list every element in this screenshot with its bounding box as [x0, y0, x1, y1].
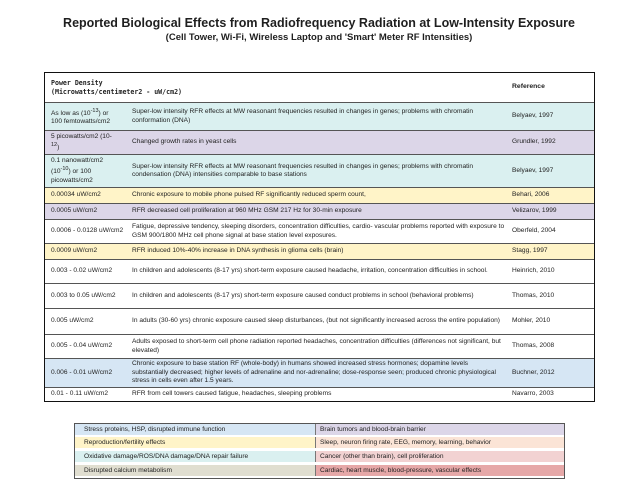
legend-item: Stress proteins, HSP, disrupted immune function — [75, 424, 316, 435]
cell-effect: RFR from cell towers caused fatigue, headaches, sleeping problems — [132, 390, 332, 398]
cell-reference: Oberfeld, 2004 — [512, 227, 556, 235]
table-row — [45, 155, 594, 188]
legend-item: Reproduction/fertility effects — [75, 437, 316, 448]
page-subtitle: (Cell Tower, Wi-Fi, Wireless Laptop and 'Smart' Meter RF Intensities) — [165, 32, 473, 43]
cell-power-density: 0.1 nanowatt/cm2 $(10^{-10})$ or 100 picowatts/cm2 — [51, 156, 104, 184]
table-row — [45, 335, 594, 359]
cell-effect: Super-low intensity RFR effects at MW reasonant frequencies resulted in changes in genes; problems with chromatin condensation (DNA) intensities comparable to base stations — [132, 162, 474, 178]
cell-reference: Mohler, 2010 — [512, 317, 551, 325]
color-legend — [74, 423, 565, 479]
legend-item: Oxidative damage/ROS/DNA damage/DNA repair failure — [75, 451, 316, 462]
legend-item: Cardiac, heart muscle, blood-pressure, vascular effects — [316, 465, 564, 476]
legend-item: Brain tumors and blood-brain barrier — [316, 424, 564, 435]
cell-effect: Fatigue, depressive tendency, sleeping disorders, concentration difficulties, cardio- vascular problems reported with exposure to GSM 900/1800 MHz cell phone signal at base station level exposures. — [132, 223, 505, 239]
cell-reference: Heinrich, 2010 — [512, 267, 555, 275]
table-row — [45, 188, 594, 204]
cell-power-density: 0.003 - 0.02 uW/cm2 — [51, 267, 113, 275]
cell-reference: Velizarov, 1999 — [512, 207, 557, 215]
cell-effect: Adults exposed to short-term cell phone radiation reported headaches, concentration difficulties (differences not significant, but elevated) — [132, 338, 501, 354]
header-power-density-line1: Power Density — [51, 79, 103, 88]
cell-reference: Grundler, 1992 — [512, 138, 556, 146]
table-row — [45, 220, 594, 244]
header-power-density — [51, 73, 351, 102]
cell-power-density: 0.0009 uW/cm2 — [51, 247, 98, 255]
header-power-density-line2: (Microwatts/centimeter2 - uW/cm2) — [51, 87, 183, 96]
cell-effect: In children and adolescents (8-17 yrs) short-term exposure caused conduct problems in school (behavioral problems) — [132, 291, 474, 299]
cell-power-density: As low as $(10^{-13})$ or 100 femtowatts/cm2 — [51, 107, 111, 126]
table-row — [45, 284, 594, 309]
effects-table — [44, 72, 595, 402]
table-row — [45, 204, 594, 220]
cell-power-density: 0.003 to 0.05 uW/cm2 — [51, 291, 116, 299]
cell-power-density: 0.005 uW/cm2 — [51, 317, 94, 325]
table-row — [45, 359, 594, 388]
table-row — [45, 309, 594, 335]
cell-power-density: 0.006 - 0.01 uW/cm2 — [51, 368, 113, 376]
cell-reference: Thomas, 2008 — [512, 342, 555, 350]
table-row — [45, 244, 594, 260]
cell-reference: Stagg, 1997 — [512, 247, 548, 255]
cell-power-density: 5 picowatts/cm2 (10- $^{12}$) — [51, 132, 112, 152]
cell-effect: In adults (30-60 yrs) chronic exposure caused sleep disturbances, (but not significantly increased across the entire population) — [132, 317, 500, 325]
cell-reference: Buchner, 2012 — [512, 368, 555, 376]
cell-power-density: 0.00034 uW/cm2 — [51, 191, 101, 199]
legend-item: Sleep, neuron firing rate, EEG, memory, learning, behavior — [316, 437, 564, 448]
cell-reference: Belyaev, 1997 — [512, 112, 554, 120]
cell-power-density: 0.0005 uW/cm2 — [51, 207, 98, 215]
table-row — [45, 103, 594, 131]
cell-effect: In children and adolescents (8-17 yrs) short-term exposure caused headache, irritation, concentration difficulties in school. — [132, 267, 488, 275]
legend-item: Disrupted calcium metabolism — [75, 465, 316, 476]
cell-effect: RFR decreased cell proliferation at 960 MHz GSM 217 Hz for 30-min exposure — [132, 207, 362, 215]
header-reference: Reference — [512, 83, 545, 91]
cell-power-density: 0.005 - 0.04 uW/cm2 — [51, 342, 113, 350]
cell-reference: Thomas, 2010 — [512, 291, 555, 299]
cell-reference: Behari, 2006 — [512, 191, 550, 199]
cell-effect: Chronic exposure to mobile phone pulsed RF significantly reduced sperm count, — [132, 191, 366, 199]
table-row — [45, 260, 594, 284]
table-row — [45, 388, 594, 401]
cell-effect: Changed growth rates in yeast cells — [132, 138, 237, 146]
cell-power-density: 0.0006 - 0.0128 uW/cm2 — [51, 227, 124, 235]
cell-effect: Super-low intensity RFR effects at MW reasonant frequencies resulted in changes in genes; problems with chromatin conformation (DNA) — [132, 108, 474, 124]
cell-reference: Navarro, 2003 — [512, 390, 554, 398]
table-header-row — [45, 73, 594, 103]
page-title: Reported Biological Effects from Radiofrequency Radiation at Low-Intensity Exposure — [63, 16, 575, 30]
cell-effect: Chronic exposure to base station RF (whole-body) in humans showed increased stress hormones; dopamine levels substantially decreased; higher levels of adrenaline and nor-adrenaline; dose-response seen; produced chronic physiological stress in cells even after 1.5 years. — [132, 360, 496, 385]
legend-item: Cancer (other than brain), cell proliferation — [316, 451, 564, 462]
cell-effect: RFR induced 10%-40% increase in DNA synthesis in glioma cells (brain) — [132, 247, 344, 255]
cell-power-density: 0.01 - 0.11 uW/cm2 — [51, 390, 109, 398]
cell-reference: Belyaev, 1997 — [512, 166, 554, 174]
table-row — [45, 131, 594, 155]
